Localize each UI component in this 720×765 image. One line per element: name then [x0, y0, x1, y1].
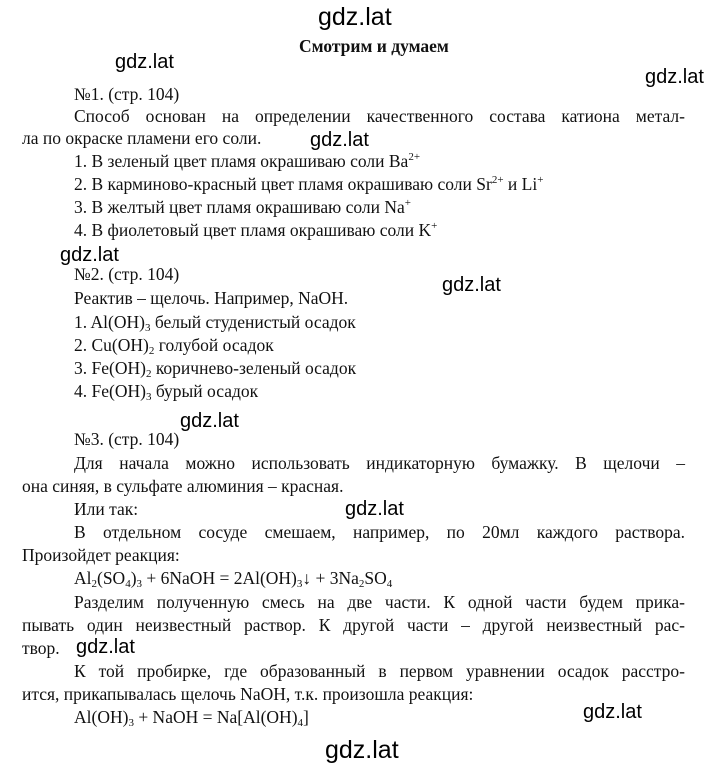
watermark: gdz.lat — [645, 66, 704, 88]
task2-heading: №2. (стр. 104) — [74, 264, 180, 284]
task3-heading: №3. (стр. 104) — [74, 429, 180, 449]
task1-item: 1. В зеленый цвет пламя окрашиваю соли $Ba^{2+}$ — [74, 151, 421, 171]
equation-2: $Al(OH)_3$ + NaOH = $Na[Al(OH)_4]$ — [74, 707, 309, 729]
watermark: gdz.lat — [310, 129, 369, 151]
task2-reagent: Реактив – щелочь. Например, NaOH. — [74, 288, 349, 308]
watermark: gdz.lat — [583, 701, 642, 723]
watermark-top: gdz.lat — [318, 3, 392, 31]
task1-item: 4. В фиолетовый цвет пламя окрашиваю соли K+ — [74, 220, 438, 240]
watermark: gdz.lat — [345, 498, 404, 520]
task3-p2-line1: В отдельном сосуде смешаем, например, по 20мл каждого раствора. — [74, 522, 685, 542]
task2-item: 4. $Fe(OH)_3$ бурый осадок — [74, 381, 259, 403]
watermark: gdz.lat — [76, 636, 135, 658]
watermark-bottom: gdz.lat — [325, 736, 399, 764]
task2-item: 1. $Al(OH)_3$ белый студенистый осадок — [74, 312, 356, 334]
task3-p3-line1: Разделим полученную смесь на две части. К одной части будем прика- — [74, 592, 685, 612]
task3-p4-line2: ится, прикапывалась щелочь NaOH, т.к. произошла реакция: — [22, 684, 474, 704]
task3-p2-line2: Произойдет реакция: — [22, 545, 180, 565]
task1-intro-line1: Способ основан на определении качественного состава катиона метал- — [74, 106, 685, 126]
task1-item: 2. В карминово-красный цвет пламя окрашиваю соли $Sr^{2+}$ и Li+ — [74, 174, 544, 194]
page-title: Смотрим и думаем — [299, 36, 449, 56]
task3-or: Или так: — [74, 499, 139, 519]
task1-heading: №1. (стр. 104) — [74, 84, 180, 104]
task3-p3-line3: твор. — [22, 638, 60, 658]
watermark: gdz.lat — [180, 410, 239, 432]
watermark: gdz.lat — [115, 51, 174, 73]
watermark: gdz.lat — [60, 244, 119, 266]
task2-item: 3. $Fe(OH)_2$ коричнево-зеленый осадок — [74, 358, 357, 380]
task3-p1-line1: Для начала можно использовать индикаторную бумажку. В щелочи – — [74, 453, 685, 473]
equation-1: $Al_2(SO_4)_3$ + 6NaOH = $2Al(OH)_3↓ + 3Na_2SO_4$ — [74, 568, 393, 590]
watermark: gdz.lat — [442, 274, 501, 296]
task3-p1-line2: она синяя, в сульфате алюминия – красная. — [22, 476, 344, 496]
task2-item: 2. $Cu(OH)_2$ голубой осадок — [74, 335, 274, 357]
task3-p4-line1: К той пробирке, где образованный в первом уравнении осадок расстро- — [74, 661, 685, 681]
task3-p3-line2: пывать один неизвестный раствор. К другой части – другой неизвестный рас- — [22, 615, 685, 635]
task1-intro-line2: ла по окраске пламени его соли. — [22, 128, 262, 148]
task1-item: 3. В желтый цвет пламя окрашиваю соли Na+ — [74, 197, 411, 217]
